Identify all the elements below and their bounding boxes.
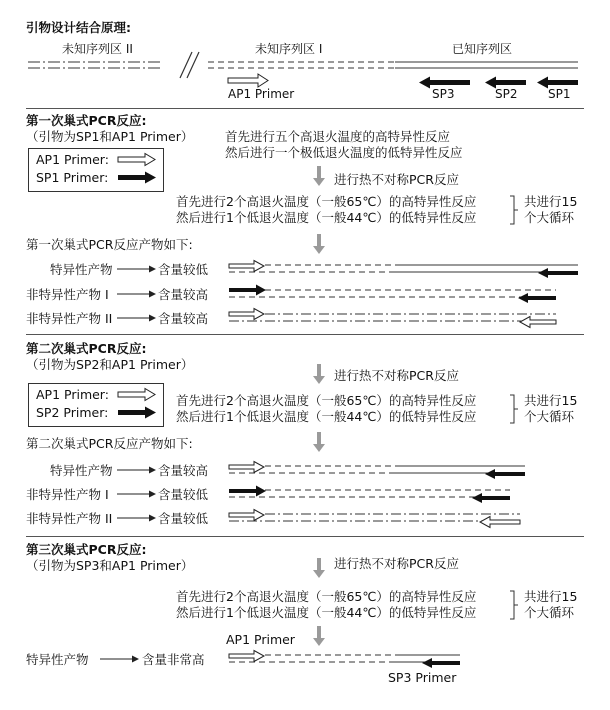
- label-unknown-region-2: 未知序列区 II: [62, 42, 133, 56]
- cycle-brace-icon: [510, 196, 518, 619]
- round3-tail-label: 进行热不对称PCR反应: [334, 556, 459, 571]
- sp2-primer-arrow-icon: [485, 469, 525, 479]
- label-sp1: SP1: [548, 87, 571, 101]
- round1-product-amount: 含量较低: [158, 262, 209, 277]
- sp1-primer-arrow-icon: [518, 293, 556, 303]
- round1-product-name: 非特异性产物 I: [26, 287, 109, 302]
- ap1-primer-arrow-icon: [229, 651, 264, 662]
- ap1-primer-arrow-icon: [228, 74, 268, 87]
- round2-product-strands: [229, 466, 525, 521]
- round3-ap1-label: AP1 Primer: [226, 632, 295, 647]
- label-ap1-primer: AP1 Primer: [228, 87, 295, 101]
- legend-sp-solid-arrow-icon: [118, 407, 156, 419]
- page-title: 引物设计结合原理:: [26, 20, 131, 35]
- round2-primers-note: （引物为SP2和AP1 Primer）: [26, 357, 194, 372]
- break-mark-icon: [180, 52, 199, 78]
- label-sp3: SP3: [432, 87, 455, 101]
- sp3-primer-arrow-icon: [419, 77, 470, 89]
- round1-legend-ap1: AP1 Primer:: [36, 152, 109, 167]
- legend-ap1-open-arrow-icon: [229, 309, 264, 320]
- label-unknown-region-1: 未知序列区 I: [255, 42, 323, 56]
- round3-primers-note: （引物为SP3和AP1 Primer）: [26, 558, 194, 573]
- sp1-solid-arrow-icon: [229, 285, 266, 296]
- round1-product-strands: [229, 265, 578, 321]
- round2-cycle-line2: 然后进行1个低退火温度（一般44℃）的低特异性反应: [176, 409, 477, 424]
- round2-legend-sp2: SP2 Primer:: [36, 405, 109, 420]
- round1-bracket-line1: 共进行15: [524, 194, 578, 209]
- round1-product-amount: 含量较高: [158, 287, 209, 302]
- round3-bracket-line2: 个大循环: [524, 605, 575, 620]
- round3-product-name: 特异性产物: [26, 652, 89, 667]
- legend-ap1-open-arrow-icon: [118, 389, 155, 401]
- round1-step-b: 然后进行一个极低退火温度的低特异性反应: [225, 145, 463, 160]
- round2-product-amount: 含量较低: [158, 487, 209, 502]
- legend-ap1-open-arrow-icon: [118, 154, 155, 166]
- flow-arrow-icon: [313, 166, 325, 646]
- round1-cycle-line2: 然后进行1个低退火温度（一般44℃）的低特异性反应: [176, 210, 477, 225]
- round2-cycle-line1: 首先进行2个高退火温度（一般65℃）的高特异性反应: [176, 393, 477, 408]
- round1-step-a: 首先进行五个高退火温度的高特异性反应: [225, 129, 451, 144]
- pointer-arrow-icon: [100, 269, 155, 659]
- round2-legend-ap1: AP1 Primer:: [36, 387, 109, 402]
- round1-products-heading: 第一次巢式PCR反应产物如下:: [26, 237, 193, 252]
- legend-sp-solid-arrow-icon: [118, 172, 156, 184]
- round1-primers-note: （引物为SP1和AP1 Primer）: [26, 129, 194, 144]
- round2-product-amount: 含量较高: [158, 463, 209, 478]
- sp1-solid-arrow-icon: [229, 486, 266, 497]
- round1-product-name: 特异性产物: [50, 262, 113, 277]
- ap1-primer-arrow-icon: [229, 462, 264, 473]
- round3-cycle-line2: 然后进行1个低退火温度（一般44℃）的低特异性反应: [176, 605, 477, 620]
- label-known-region: 已知序列区: [452, 42, 513, 56]
- legend-ap1-open-arrow-icon: [229, 510, 264, 521]
- round2-products-heading: 第二次巢式PCR反应产物如下:: [26, 436, 193, 451]
- round1-product-name: 非特异性产物 II: [26, 311, 113, 326]
- round1-heading: 第一次巢式PCR反应:: [26, 113, 147, 128]
- round2-bracket-line2: 个大循环: [524, 409, 575, 424]
- sp2-primer-arrow-icon: [485, 77, 526, 89]
- round1-legend-sp1: SP1 Primer:: [36, 170, 109, 185]
- label-sp2: SP2: [495, 87, 518, 101]
- sp1-primer-arrow-icon: [538, 268, 578, 278]
- round2-product-amount: 含量较低: [158, 511, 209, 526]
- round2-bracket-line1: 共进行15: [524, 393, 578, 408]
- ap1-primer-arrow-icon: [229, 261, 264, 272]
- round1-product-amount: 含量较高: [158, 311, 209, 326]
- round3-sp3-label: SP3 Primer: [388, 670, 457, 685]
- template-strand-top: [28, 62, 578, 68]
- sp3-primer-arrow-icon: [422, 658, 460, 668]
- round2-tail-label: 进行热不对称PCR反应: [334, 368, 459, 383]
- sp1-open-arrow-icon: [520, 317, 556, 328]
- round2-product-name: 非特异性产物 II: [26, 511, 113, 526]
- round3-heading: 第三次巢式PCR反应:: [26, 542, 147, 557]
- round2-product-name: 非特异性产物 I: [26, 487, 109, 502]
- round1-cycle-line1: 首先进行2个高退火温度（一般65℃）的高特异性反应: [176, 194, 477, 209]
- round3-product-amount: 含量非常高: [142, 652, 205, 667]
- round2-product-name: 特异性产物: [50, 463, 113, 478]
- round1-tail-label: 进行热不对称PCR反应: [334, 172, 459, 187]
- sp2-primer-arrow-icon: [472, 493, 510, 503]
- round1-bracket-line2: 个大循环: [524, 210, 575, 225]
- round3-cycle-line1: 首先进行2个高退火温度（一般65℃）的高特异性反应: [176, 589, 477, 604]
- round2-heading: 第二次巢式PCR反应:: [26, 341, 147, 356]
- sp-open-arrow-icon: [480, 517, 520, 528]
- sp1-primer-arrow-icon: [537, 77, 578, 89]
- round3-bracket-line1: 共进行15: [524, 589, 578, 604]
